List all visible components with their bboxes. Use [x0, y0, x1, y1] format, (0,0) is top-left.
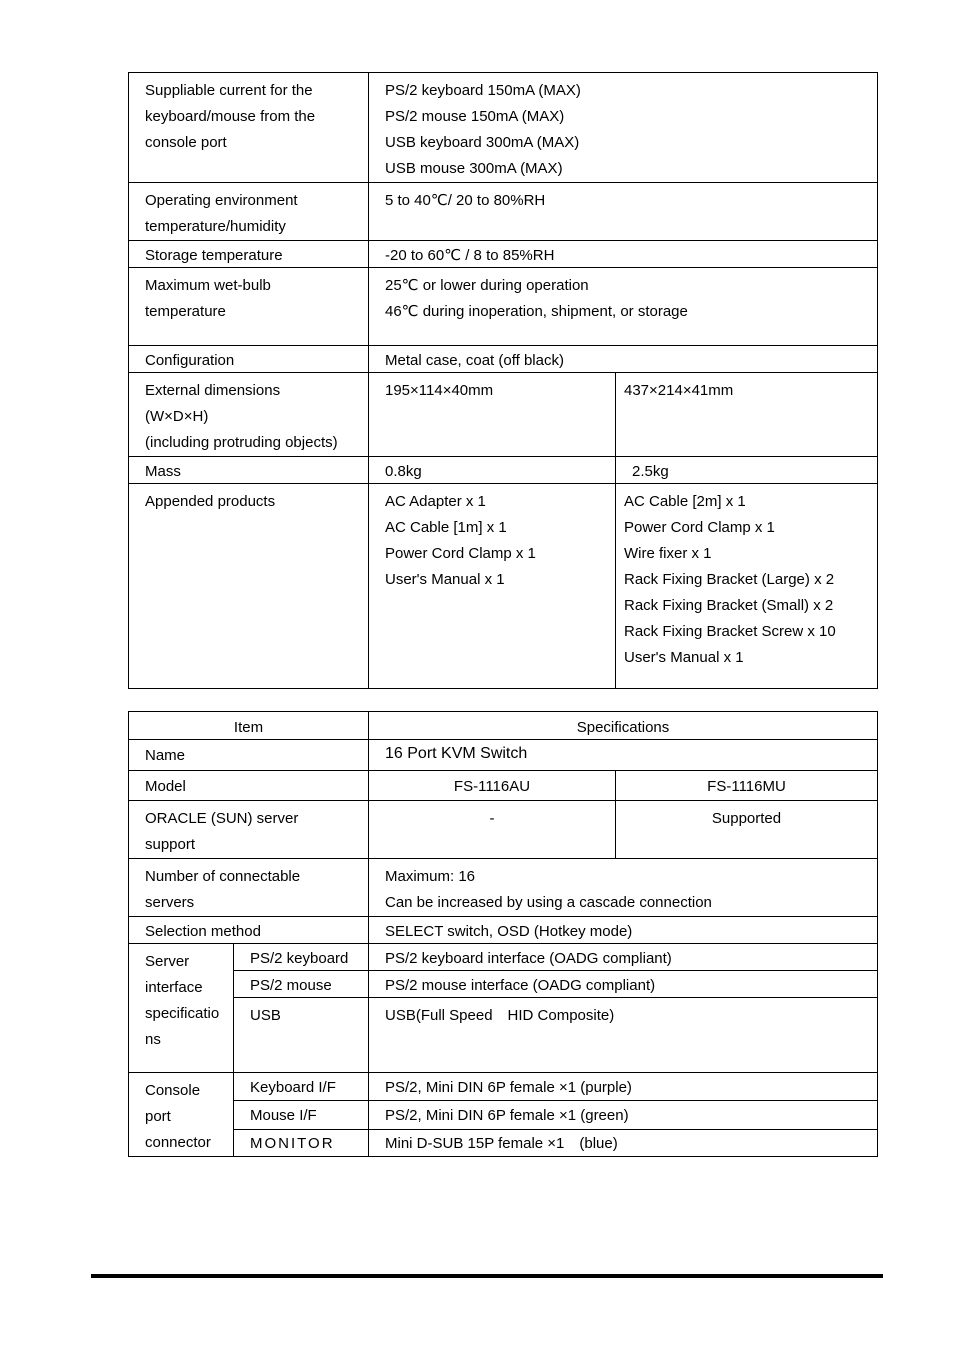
- footer-rule: [91, 1274, 883, 1278]
- value-line: 5 to 40℃/ 20 to 80%RH: [385, 192, 546, 209]
- row-value: [369, 859, 878, 917]
- spec-table-continued: [128, 72, 878, 689]
- label-line: servers: [145, 894, 195, 911]
- table-row: [129, 183, 878, 241]
- value-line: User's Manual x 1: [624, 649, 744, 666]
- label-line: specificatio: [145, 1005, 220, 1022]
- value-line: AC Cable [2m] x 1: [624, 493, 746, 510]
- row-value-a: [369, 373, 616, 457]
- header-spec: [369, 712, 878, 740]
- header-label: Specifications: [576, 719, 670, 736]
- row-label: [129, 457, 369, 484]
- label-line: Operating environment: [145, 192, 298, 209]
- table-row: [129, 1129, 878, 1156]
- table-row: [129, 73, 878, 183]
- label-line: External dimensions: [145, 382, 281, 399]
- row-value: [369, 241, 878, 268]
- row-value: [369, 998, 878, 1073]
- row-label: [129, 801, 369, 859]
- value-line: Rack Fixing Bracket Screw x 10: [624, 623, 836, 640]
- group-label-console-port: [129, 1073, 234, 1157]
- label-line: Keyboard I/F: [250, 1079, 336, 1096]
- row-label: [129, 73, 369, 183]
- row-value: [369, 1101, 878, 1129]
- label-line: MONITOR: [250, 1134, 335, 1152]
- label-line: Suppliable current for the: [145, 82, 313, 99]
- row-value: [369, 346, 878, 373]
- table-row: [129, 917, 878, 944]
- label-line: USB: [250, 1007, 281, 1024]
- row-value: [369, 1073, 878, 1101]
- row-label: [129, 771, 369, 801]
- value-line: 25℃ or lower during operation: [385, 277, 589, 294]
- value-line: Maximum: 16: [385, 868, 476, 885]
- value-line: Wire fixer x 1: [624, 545, 712, 562]
- value-line: PS/2 mouse interface (OADG compliant): [385, 977, 656, 994]
- value-line: FS-1116MU: [707, 778, 786, 795]
- row-value-a: [369, 771, 616, 801]
- label-line: Mass: [145, 463, 181, 480]
- table-row: [129, 771, 878, 801]
- value-line: USB(Full Speed HID Composite): [385, 1007, 615, 1024]
- value-line: FS-1116AU: [453, 778, 531, 795]
- value-line: PS/2 keyboard interface (OADG compliant): [385, 950, 672, 967]
- label-line: ORACLE (SUN) server: [145, 810, 299, 827]
- row-value-a: [369, 801, 616, 859]
- value-line: 437×214×41mm: [624, 382, 734, 399]
- row-value-b: [616, 771, 878, 801]
- value-line: PS/2, Mini DIN 6P female ×1 (purple): [385, 1079, 632, 1096]
- label-line: support: [145, 836, 196, 853]
- value-line: PS/2 mouse 150mA (MAX): [385, 108, 565, 125]
- label-line: temperature/humidity: [145, 218, 286, 235]
- header-item: [129, 712, 369, 740]
- row-label: [129, 346, 369, 373]
- label-line: connector: [145, 1134, 211, 1151]
- table-row: [129, 1101, 878, 1129]
- value-line: 195×114×40mm: [385, 382, 494, 399]
- row-value: [369, 1129, 878, 1156]
- sub-label: [234, 944, 369, 971]
- group-label-server-interface: [129, 944, 234, 1073]
- table-row: [129, 457, 878, 484]
- value-line: Mini D-SUB 15P female ×1 (blue): [385, 1134, 618, 1152]
- row-value-b: [616, 801, 878, 859]
- row-value: [369, 268, 878, 346]
- label-line: Storage temperature: [145, 247, 283, 264]
- label-line: keyboard/mouse from the: [145, 108, 316, 125]
- row-value-b: [616, 484, 878, 689]
- sub-label: [234, 971, 369, 998]
- row-value-b: [616, 373, 878, 457]
- label-line: interface: [145, 979, 203, 996]
- table-row: [129, 1073, 878, 1101]
- header-label: Item: [233, 719, 264, 736]
- label-line: port: [145, 1108, 171, 1125]
- table-row: [129, 971, 878, 998]
- label-line: Server: [145, 953, 190, 970]
- value-line: PS/2 keyboard 150mA (MAX): [385, 82, 581, 99]
- sub-label: [234, 1129, 369, 1156]
- row-label: [129, 183, 369, 241]
- row-value: [369, 917, 878, 944]
- value-line: 16 Port KVM Switch: [385, 745, 528, 762]
- table-row: [129, 373, 878, 457]
- value-line: Power Cord Clamp x 1: [624, 519, 775, 536]
- value-line: USB mouse 300mA (MAX): [385, 160, 563, 177]
- value-line: PS/2, Mini DIN 6P female ×1 (green): [385, 1107, 629, 1125]
- value-line: User's Manual x 1: [385, 571, 505, 588]
- table-row: [129, 801, 878, 859]
- table-row: [129, 241, 878, 268]
- sub-label: [234, 998, 369, 1073]
- table-row: [129, 268, 878, 346]
- value-line: Can be increased by using a cascade connection: [385, 894, 712, 911]
- row-label: [129, 241, 369, 268]
- value-line: -: [489, 810, 495, 827]
- label-line: console port: [145, 134, 227, 151]
- table-row: [129, 346, 878, 373]
- value-line: SELECT switch, OSD (Hotkey mode): [385, 923, 633, 940]
- value-line: -20 to 60℃ / 8 to 85%RH: [385, 247, 555, 264]
- label-line: ns: [145, 1031, 161, 1048]
- table-row: [129, 998, 878, 1073]
- label-line: Appended products: [145, 493, 276, 510]
- value-line: Rack Fixing Bracket (Small) x 2: [624, 597, 834, 614]
- value-line: AC Adapter x 1: [385, 493, 486, 510]
- label-line: (W×D×H): [145, 408, 209, 425]
- row-value-a: [369, 457, 616, 484]
- label-line: Number of connectable: [145, 868, 301, 885]
- row-value: [369, 73, 878, 183]
- label-line: Configuration: [145, 352, 235, 369]
- label-line: Mouse I/F: [250, 1107, 317, 1125]
- row-value: [369, 740, 878, 771]
- table-row: [129, 484, 878, 689]
- sub-label: [234, 1073, 369, 1101]
- label-line: Model: [145, 778, 186, 795]
- value-line: USB keyboard 300mA (MAX): [385, 134, 580, 151]
- label-line: Name: [145, 747, 186, 764]
- value-line: Metal case, coat (off black): [385, 352, 564, 369]
- label-line: Console: [145, 1082, 201, 1099]
- table-row: [129, 859, 878, 917]
- label-line: (including protruding objects): [145, 434, 338, 451]
- value-line: 2.5kg: [632, 463, 669, 480]
- row-label: [129, 917, 369, 944]
- table-header-row: [129, 712, 878, 740]
- value-line: Rack Fixing Bracket (Large) x 2: [624, 571, 835, 588]
- row-value-a: [369, 484, 616, 689]
- value-line: 0.8kg: [385, 463, 422, 480]
- label-line: Selection method: [145, 923, 261, 940]
- row-value: [369, 971, 878, 998]
- row-value-b: [616, 457, 878, 484]
- row-label: [129, 484, 369, 689]
- value-line: Power Cord Clamp x 1: [385, 545, 536, 562]
- value-line: AC Cable [1m] x 1: [385, 519, 507, 536]
- row-value: [369, 183, 878, 241]
- row-label: [129, 859, 369, 917]
- row-label: [129, 268, 369, 346]
- row-label: [129, 373, 369, 457]
- label-line: PS/2 keyboard: [250, 950, 349, 967]
- row-label: [129, 740, 369, 771]
- row-value: [369, 944, 878, 971]
- table-row: [129, 944, 878, 971]
- sub-label: [234, 1101, 369, 1129]
- value-line: Supported: [711, 810, 782, 827]
- label-line: temperature: [145, 303, 226, 320]
- label-line: Maximum wet-bulb: [145, 277, 271, 294]
- spec-table: [128, 711, 878, 1157]
- label-line: PS/2 mouse: [250, 977, 332, 994]
- table-row: [129, 740, 878, 771]
- value-line: 46℃ during inoperation, shipment, or storage: [385, 303, 688, 320]
